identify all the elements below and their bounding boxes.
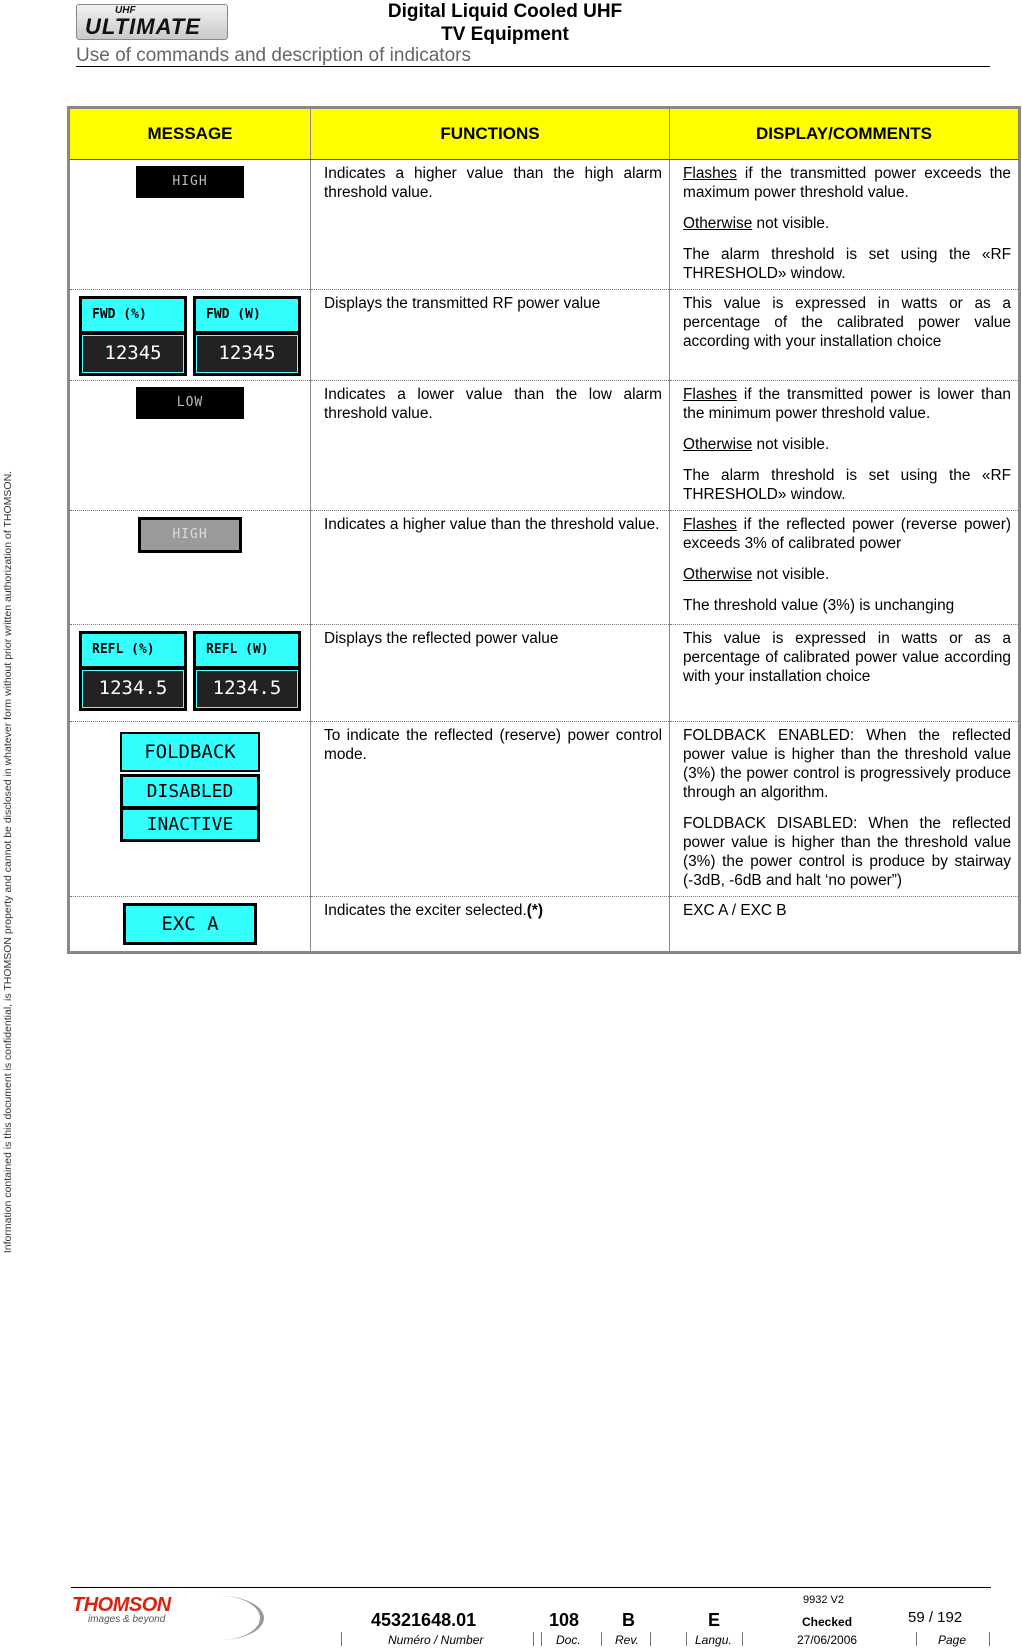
footer-separator (341, 1632, 342, 1646)
comment-keyword: Flashes (683, 386, 737, 403)
function-cell: To indicate the reflected (reserve) power control mode. (311, 722, 670, 897)
table-row (69, 722, 1020, 897)
lcd-fwd-percent-value: 12345 (82, 335, 184, 373)
comments-cell (670, 625, 1020, 722)
message-cell (69, 381, 311, 511)
title-line-2: TV Equipment (441, 24, 569, 45)
col-header-functions: FUNCTIONS (311, 108, 670, 160)
document-doc: 108 (549, 1610, 580, 1630)
comment-keyword: Otherwise (683, 566, 753, 583)
lcd-refl-watts-value: 1234.5 (196, 670, 298, 708)
comment-text: not visible. (752, 215, 830, 232)
comment-text: not visible. (752, 436, 830, 453)
table-row (69, 511, 1020, 625)
indicator-table (67, 106, 1021, 954)
footnote-marker: (*) (526, 902, 544, 919)
table-header-row (69, 108, 1020, 160)
message-cell (69, 722, 311, 897)
confidentiality-note: Information contained is this document is confidential, is THOMSON property and cannot be disclosed in whatever form without prior written authorization of THOMSON. (2, 470, 14, 1254)
message-cell (69, 160, 311, 290)
lcd-fwd-watts (193, 296, 301, 376)
comment-text: The alarm threshold is set using the «RF THRESHOLD» window. (683, 246, 1011, 282)
lcd-fwd-percent-label: FWD (%) (82, 299, 184, 331)
comments-cell (670, 722, 1020, 897)
comment-text: if the transmitted power is lower than the minimum power threshold value. (683, 386, 1011, 422)
table-row (69, 625, 1020, 722)
section-subtitle: Use of commands and description of indicators (76, 45, 471, 66)
table-row (69, 897, 1020, 953)
comment-text: This value is expressed in watts or as a percentage of the calibrated power value according with your installation choice (683, 295, 1011, 350)
function-cell: Displays the transmitted RF power value (311, 290, 670, 381)
function-text: Indicates the exciter selected. (324, 902, 527, 919)
document-version: 9932 V2 (803, 1594, 844, 1606)
header-divider (76, 66, 990, 67)
lcd-reflected-high-indicator: HIGH (138, 517, 242, 553)
thomson-logo-tagline: images & beyond (88, 1614, 166, 1625)
title-line-1: Digital Liquid Cooled UHF (387, 1, 623, 22)
footer-separator (601, 1632, 602, 1646)
comment-text: FOLDBACK DISABLED: When the reflected power value is higher than the threshold value (3%) the power control is produce by stairway (-3dB, -6dB and halt ‘no power”) (683, 815, 1011, 889)
footer-separator (989, 1632, 990, 1646)
thomson-logo-text: THOMSON (72, 1594, 171, 1616)
thomson-logo (72, 1594, 192, 1640)
footer-separator (650, 1632, 651, 1646)
lcd-low-indicator: LOW (136, 387, 244, 419)
function-cell (311, 897, 670, 953)
comment-text: FOLDBACK ENABLED: When the reflected power value is higher than the threshold value (3%) the power control is progressively produce through an algorithm. (683, 727, 1011, 801)
lcd-refl-percent-label: REFL (%) (82, 634, 184, 666)
comments-cell (670, 290, 1020, 381)
comment-text: This value is expressed in watts or as a percentage of calibrated power value according with your installation choice (683, 630, 1011, 685)
lcd-exciter-indicator: EXC A (123, 903, 257, 945)
number-label: Numéro / Number (388, 1633, 484, 1647)
document-title (380, 0, 630, 46)
comment-text: EXC A / EXC B (683, 902, 787, 919)
comment-keyword: Flashes (683, 165, 737, 182)
doc-label: Doc. (556, 1633, 581, 1647)
lcd-foldback-disabled: DISABLED (123, 777, 257, 806)
lcd-refl-watts-label: REFL (W) (196, 634, 298, 666)
comment-text: The threshold value (3%) is unchanging (683, 597, 955, 614)
logo-main-text: ULTIMATE (85, 14, 201, 39)
document-language: E (708, 1610, 721, 1630)
col-header-display-comments: DISPLAY/COMMENTS (670, 108, 1020, 160)
lcd-fwd-watts-value: 12345 (196, 335, 298, 373)
comment-text: if the reflected power (reverse power) exceeds 3% of calibrated power (683, 516, 1011, 552)
lcd-fwd-percent (79, 296, 187, 376)
checked-label: Checked (802, 1615, 853, 1629)
lcd-fwd-watts-label: FWD (W) (196, 299, 298, 331)
footer-separator (916, 1632, 917, 1646)
comment-keyword: Flashes (683, 516, 737, 533)
ultimate-logo (76, 4, 228, 40)
page-label: Page (938, 1633, 967, 1647)
comment-text: not visible. (752, 566, 830, 583)
swoosh-icon (176, 1596, 264, 1640)
function-cell: Indicates a higher value than the threshold value. (311, 511, 670, 625)
footer-separator (541, 1632, 542, 1646)
rev-label: Rev. (615, 1633, 639, 1647)
lcd-refl-percent-value: 1234.5 (82, 670, 184, 708)
lcd-refl-percent (79, 631, 187, 711)
footer-separator (742, 1632, 743, 1646)
table-row (69, 290, 1020, 381)
comments-cell (670, 897, 1020, 953)
footer-separator (686, 1632, 687, 1646)
col-header-message: MESSAGE (69, 108, 311, 160)
logo-top-text: UHF (115, 5, 136, 16)
document-date: 27/06/2006 (797, 1633, 858, 1647)
comment-text: The alarm threshold is set using the «RF THRESHOLD» window. (683, 467, 1011, 503)
footer-divider (71, 1587, 991, 1588)
lcd-foldback-label: FOLDBACK (120, 732, 260, 772)
footer-separator (533, 1632, 534, 1646)
comments-cell (670, 160, 1020, 290)
page-number: 59 / 192 (908, 1609, 963, 1626)
lcd-high-indicator: HIGH (136, 166, 244, 198)
comment-text: if the transmitted power exceeds the maximum power threshold value. (683, 165, 1011, 201)
comment-keyword: Otherwise (683, 436, 753, 453)
function-cell: Indicates a higher value than the high alarm threshold value. (311, 160, 670, 290)
table-row (69, 381, 1020, 511)
lcd-refl-watts (193, 631, 301, 711)
comments-cell (670, 381, 1020, 511)
function-cell: Displays the reflected power value (311, 625, 670, 722)
language-label: Langu. (695, 1633, 732, 1647)
lcd-foldback-group (120, 732, 260, 842)
document-rev: B (622, 1610, 635, 1630)
message-cell (69, 625, 311, 722)
comment-keyword: Otherwise (683, 215, 753, 232)
message-cell (69, 290, 311, 381)
document-number: 45321648.01 (371, 1610, 477, 1630)
function-cell: Indicates a lower value than the low alarm threshold value. (311, 381, 670, 511)
message-cell (69, 511, 311, 625)
lcd-foldback-inactive: INACTIVE (123, 810, 257, 839)
message-cell (69, 897, 311, 953)
comments-cell (670, 511, 1020, 625)
table-row (69, 160, 1020, 290)
